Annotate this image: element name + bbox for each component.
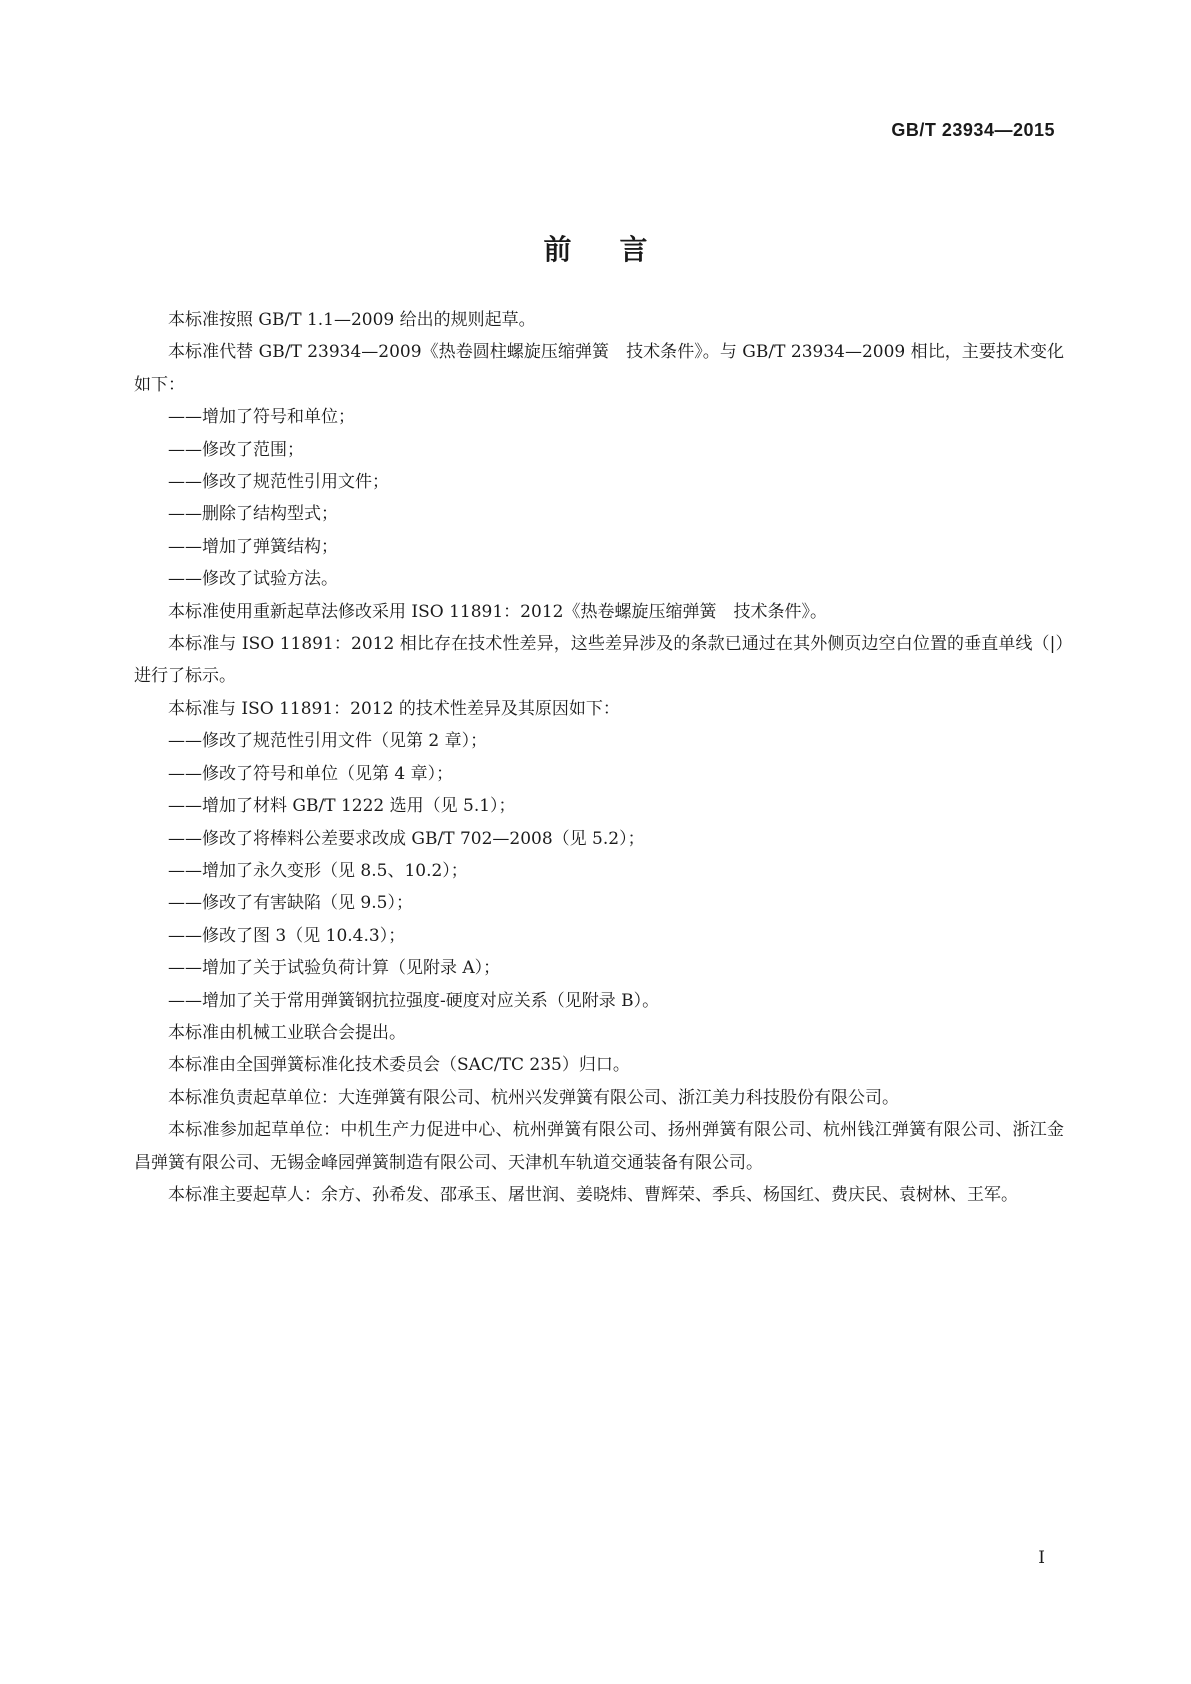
difference-list-item: ——增加了关于试验负荷计算（见附录 A）； (168, 958, 501, 979)
change-list-item: ——修改了范围； (168, 439, 304, 460)
difference-list-item: ——增加了关于常用弹簧钢抗拉强度-硬度对应关系（见附录 B）。 (168, 990, 660, 1011)
paragraph: 本标准参加起草单位：中机生产力促进中心、杭州弹簧有限公司、扬州弹簧有限公司、杭州钱江弹簧有限公司、浙江金昌弹簧有限公司、无锡金峰园弹簧制造有限公司、天津机车轨道交通装备有限公司。 (134, 1120, 1064, 1173)
paragraph: 本标准代替 GB/T 23934—2009《热卷圆柱螺旋压缩弹簧 技术条件》。与 GB/T 23934—2009 相比，主要技术变化如下： (134, 342, 1064, 395)
standard-number: GB/T 23934—2015 (891, 120, 1055, 140)
difference-list-item: ——修改了规范性引用文件（见第 2 章）； (168, 731, 488, 752)
paragraph: 本标准与 ISO 11891：2012 的技术性差异及其原因如下： (168, 698, 620, 719)
change-list-item: ——增加了弹簧结构； (168, 536, 338, 557)
change-list-item: ——修改了规范性引用文件； (168, 472, 389, 493)
change-list-item: ——删除了结构型式； (168, 504, 338, 525)
change-list-item: ——修改了试验方法。 (168, 569, 338, 590)
change-list-item: ——增加了符号和单位； (168, 407, 355, 428)
difference-list-item: ——修改了将棒料公差要求改成 GB/T 702—2008（见 5.2）； (168, 828, 645, 849)
foreword-body (134, 304, 1064, 1211)
paragraph: 本标准主要起草人：余方、孙希发、邵承玉、屠世润、姜晓炜、曹辉荣、季兵、杨国红、费庆民、袁树林、王军。 (168, 1184, 1018, 1205)
paragraph: 本标准按照 GB/T 1.1—2009 给出的规则起草。 (168, 310, 536, 330)
page-title: 前言 (543, 233, 696, 266)
page-number: I (1038, 1548, 1045, 1568)
paragraph: 本标准由全国弹簧标准化技术委员会（SAC/TC 235）归口。 (168, 1055, 630, 1076)
paragraph: 本标准与 ISO 11891：2012 相比存在技术性差异，这些差异涉及的条款已通过在其外侧页边空白位置的垂直单线（|）进行了标示。 (134, 634, 1064, 687)
paragraph: 本标准负责起草单位：大连弹簧有限公司、杭州兴发弹簧有限公司、浙江美力科技股份有限公司。 (168, 1087, 899, 1108)
paragraph: 本标准由机械工业联合会提出。 (168, 1022, 406, 1043)
difference-list-item: ——增加了材料 GB/T 1222 选用（见 5.1）； (168, 796, 516, 817)
difference-list-item: ——增加了永久变形（见 8.5、10.2）； (168, 860, 468, 881)
difference-list-item: ——修改了符号和单位（见第 4 章）； (168, 763, 454, 784)
difference-list-item: ——修改了图 3（见 10.4.3）； (168, 925, 406, 946)
difference-list-item: ——修改了有害缺陷（见 9.5）； (168, 893, 413, 914)
paragraph: 本标准使用重新起草法修改采用 ISO 11891：2012《热卷螺旋压缩弹簧 技术条件》。 (168, 601, 827, 622)
